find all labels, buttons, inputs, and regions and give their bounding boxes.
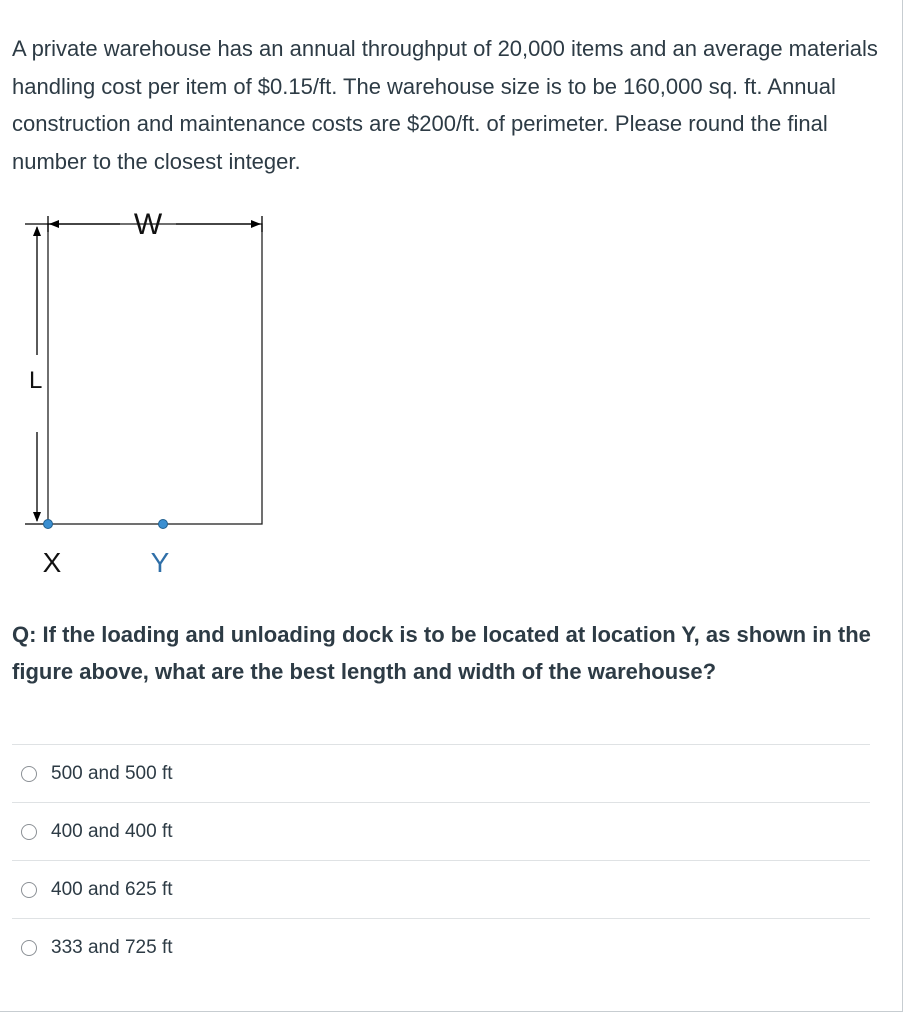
- warehouse-diagram: [0, 200, 300, 590]
- question-text: A private warehouse has an annual throughput of 20,000 items and an average materials handling cost per item of $0.15/ft. The warehouse size is to be 160,000 sq. ft. Annual construction and maintenance costs are $200/ft. of perimeter. Please round the final number to the closest integer.: [12, 36, 878, 174]
- answer-option[interactable]: [12, 918, 870, 976]
- width-label: W: [133, 208, 163, 241]
- length-label: L: [29, 367, 43, 394]
- warehouse-outline: [48, 224, 262, 524]
- point-x-dot: [44, 520, 53, 529]
- answer-option[interactable]: [12, 744, 870, 802]
- radio-button[interactable]: [21, 940, 37, 956]
- radio-button[interactable]: [21, 766, 37, 782]
- point-x-label: X: [42, 547, 62, 578]
- answer-list: [12, 744, 870, 976]
- point-y-dot: [159, 520, 168, 529]
- answer-label: 400 and 625 ft: [51, 878, 173, 900]
- answer-option[interactable]: [12, 860, 870, 918]
- sub-question-text: Q: If the loading and unloading dock is to be located at location Y, as shown in the figure above, what are the best length and width of the warehouse?: [12, 622, 871, 684]
- radio-button[interactable]: [21, 882, 37, 898]
- answer-label: 500 and 500 ft: [51, 762, 173, 784]
- answer-label: 400 and 400 ft: [51, 820, 173, 842]
- warehouse-figure: [0, 200, 300, 590]
- answer-option[interactable]: [12, 802, 870, 860]
- radio-button[interactable]: [21, 824, 37, 840]
- point-y-label: Y: [150, 547, 170, 578]
- answer-label: 333 and 725 ft: [51, 936, 173, 958]
